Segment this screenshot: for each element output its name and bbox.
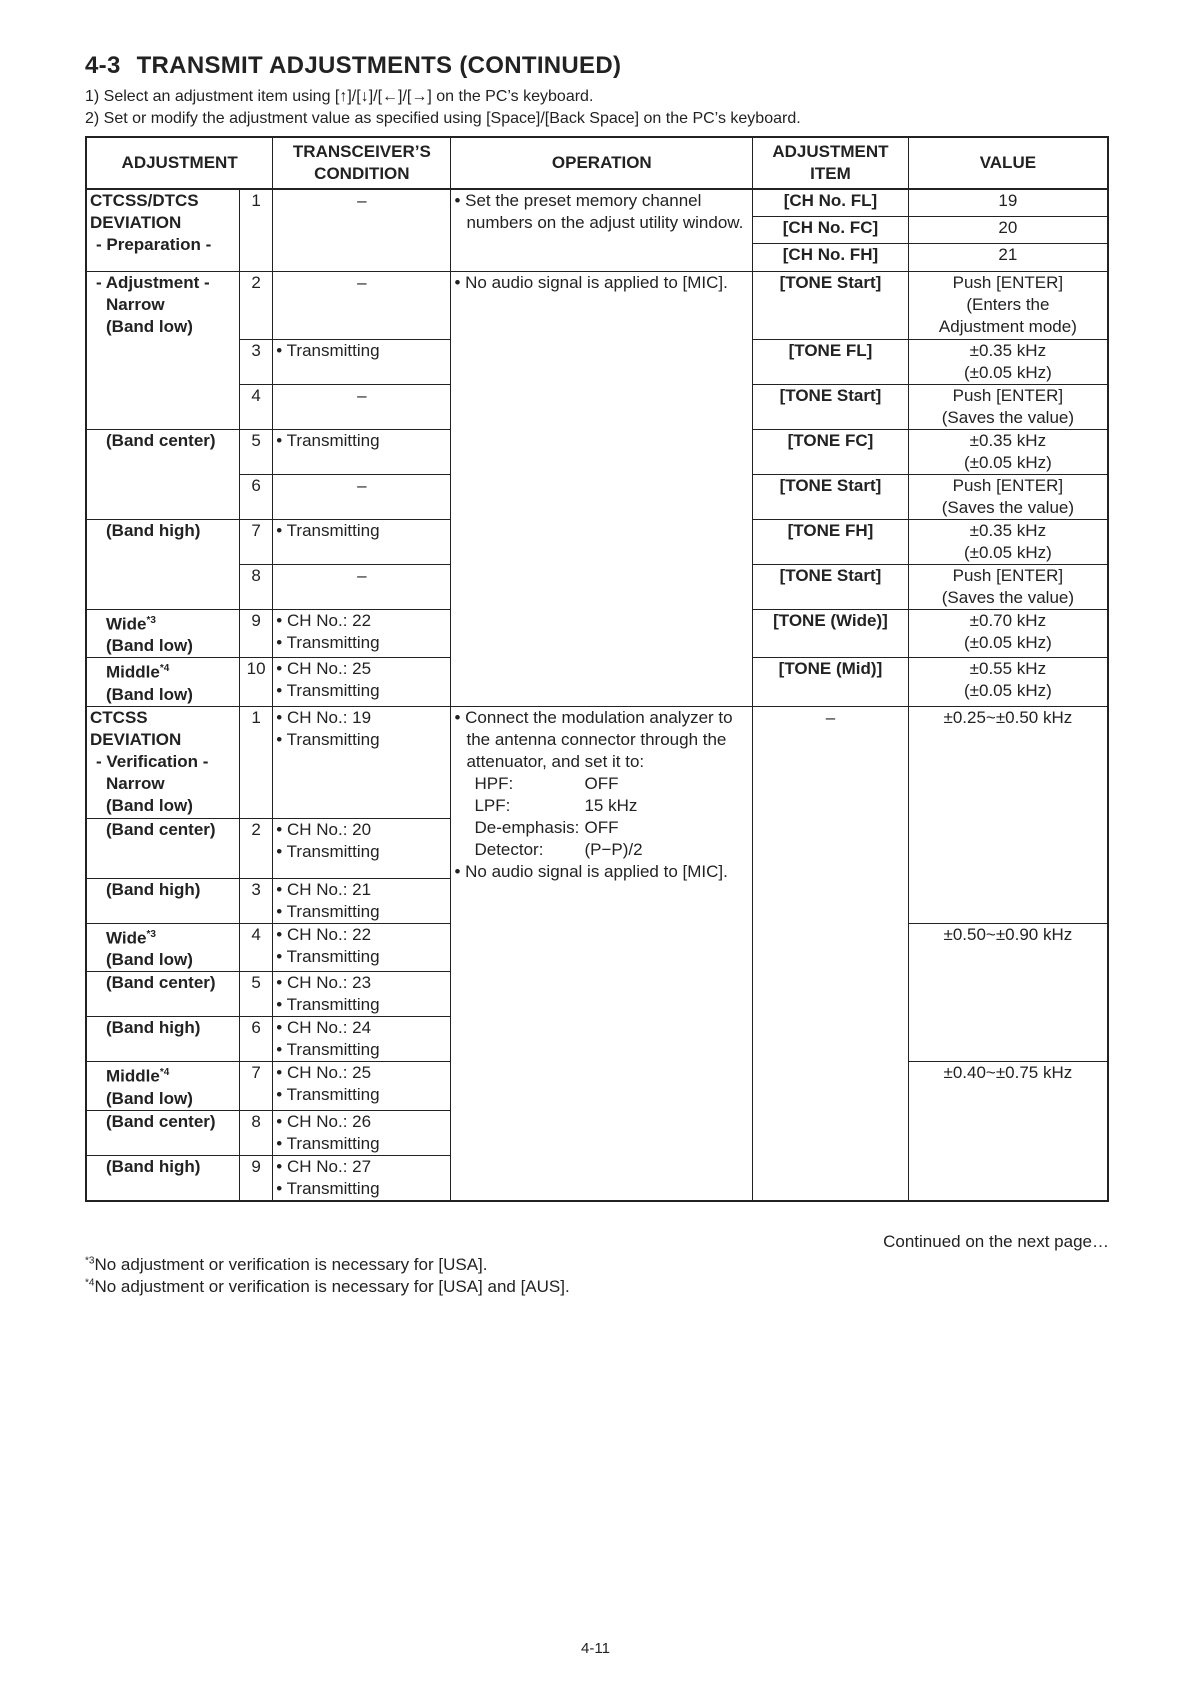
step-number: 9: [240, 609, 273, 658]
continued-note: Continued on the next page…: [883, 1232, 1109, 1251]
instruction-1: 1) Select an adjustment item using [↑]/[↓]/[←]/[→] on the PC’s keyboard.: [85, 88, 594, 105]
adjustment-item: [TONE (Mid)]: [753, 658, 909, 707]
col-adjustment-item: ADJUSTMENT ITEM: [753, 137, 909, 189]
condition: –: [273, 474, 451, 519]
condition: • CH No.: 20 • Transmitting: [273, 818, 451, 878]
table-header-row: [86, 137, 1108, 189]
col-value: VALUE: [908, 137, 1108, 189]
condition: • CH No.: 25 • Transmitting: [273, 1062, 451, 1111]
adjustment-label-preparation: CTCSS/DTCS DEVIATION - Preparation -: [86, 189, 240, 271]
value: 19: [908, 189, 1108, 216]
col-condition: TRANSCEIVER’S CONDITION: [273, 137, 451, 189]
condition: –: [273, 564, 451, 609]
step-number: 4: [240, 384, 273, 429]
verification-label-band-high: (Band high): [86, 1017, 240, 1062]
value: ±0.35 kHz (±0.05 kHz): [908, 339, 1108, 384]
condition: • CH No.: 19 • Transmitting: [273, 706, 451, 818]
verification-label-band-center: (Band center): [86, 1111, 240, 1156]
step-number: 10: [240, 658, 273, 707]
condition: • CH No.: 27 • Transmitting: [273, 1156, 451, 1202]
adjustment-item: [CH No. FH]: [753, 243, 909, 271]
adjustment-item: [TONE Start]: [753, 271, 909, 339]
value: ±0.35 kHz (±0.05 kHz): [908, 519, 1108, 564]
value-wide: ±0.50~±0.90 kHz: [908, 923, 1108, 1062]
condition: • CH No.: 25 • Transmitting: [273, 658, 451, 707]
condition: • CH No.: 22 • Transmitting: [273, 923, 451, 972]
step-number: 2: [240, 818, 273, 878]
verification-label-narrow: CTCSS DEVIATION - Verification - Narrow (Band low): [86, 706, 240, 818]
condition: • CH No.: 21 • Transmitting: [273, 878, 451, 923]
value: Push [ENTER] (Saves the value): [908, 564, 1108, 609]
step-number: 5: [240, 429, 273, 474]
adjustment-item: [CH No. FC]: [753, 216, 909, 243]
step-number: 1: [240, 189, 273, 271]
condition: • Transmitting: [273, 429, 451, 474]
step-number: 7: [240, 1062, 273, 1111]
table-row: [86, 271, 1108, 339]
step-number: 4: [240, 923, 273, 972]
col-adjustment: ADJUSTMENT: [86, 137, 273, 189]
adjustment-item: [CH No. FL]: [753, 189, 909, 216]
adjustment-label-wide: Wide$^{*3}$ (Band low): [86, 609, 240, 658]
condition: • CH No.: 23 • Transmitting: [273, 972, 451, 1017]
condition: • Transmitting: [273, 519, 451, 564]
step-number: 3: [240, 878, 273, 923]
operation-verification: • Connect the modulation analyzer to the antenna connector through the attenuator, and set it to: HPF: OFF LPF: 15 kHz De-emphasis: OFF Detector: (P−P)/2 • No audio signal is applied to [MIC].: [451, 706, 753, 1201]
step-number: 3: [240, 339, 273, 384]
value: ±0.55 kHz (±0.05 kHz): [908, 658, 1108, 707]
verification-label-band-center: (Band center): [86, 972, 240, 1017]
condition: –: [273, 384, 451, 429]
verification-label-band-high: (Band high): [86, 878, 240, 923]
table-row: [86, 189, 1108, 216]
condition: • CH No.: 24 • Transmitting: [273, 1017, 451, 1062]
verification-label-band-high: (Band high): [86, 1156, 240, 1202]
verification-label-band-center: (Band center): [86, 818, 240, 878]
adjustment-table: [85, 136, 1109, 1202]
step-number: 7: [240, 519, 273, 564]
adjustment-item: [TONE Start]: [753, 384, 909, 429]
adjustment-label-narrow: - Adjustment - Narrow (Band low): [86, 271, 240, 429]
adjustment-label-band-center: (Band center): [86, 429, 240, 519]
step-number: 6: [240, 1017, 273, 1062]
footnote-3: $^{*3}$No adjustment or verification is necessary for [USA].: [85, 1255, 488, 1274]
step-number: 2: [240, 271, 273, 339]
step-number: 6: [240, 474, 273, 519]
condition: • Transmitting: [273, 339, 451, 384]
condition: –: [273, 271, 451, 339]
adjustment-item: –: [753, 706, 909, 1201]
operation: • No audio signal is applied to [MIC].: [451, 271, 753, 706]
value: 21: [908, 243, 1108, 271]
col-operation: OPERATION: [451, 137, 753, 189]
step-number: 8: [240, 564, 273, 609]
page-number: 4-11: [581, 1640, 610, 1657]
condition: • CH No.: 22 • Transmitting: [273, 609, 451, 658]
adjustment-item: [TONE FL]: [753, 339, 909, 384]
condition: • CH No.: 26 • Transmitting: [273, 1111, 451, 1156]
condition: –: [273, 189, 451, 271]
table-row: [86, 706, 1108, 818]
value: 20: [908, 216, 1108, 243]
value: Push [ENTER] (Saves the value): [908, 474, 1108, 519]
footnote-4: $^{*4}$No adjustment or verification is necessary for [USA] and [AUS].: [85, 1277, 570, 1296]
adjustment-label-middle: Middle$^{*4}$ (Band low): [86, 658, 240, 707]
value: ±0.70 kHz (±0.05 kHz): [908, 609, 1108, 658]
adjustment-item: [TONE FH]: [753, 519, 909, 564]
adjustment-item: [TONE FC]: [753, 429, 909, 474]
step-number: 1: [240, 706, 273, 818]
verification-label-middle: Middle$^{*4}$ (Band low): [86, 1062, 240, 1111]
step-number: 5: [240, 972, 273, 1017]
value: ±0.35 kHz (±0.05 kHz): [908, 429, 1108, 474]
instruction-2: 2) Set or modify the adjustment value as specified using [Space]/[Back Space] on the PC’s keyboard.: [85, 110, 801, 127]
value: Push [ENTER] (Saves the value): [908, 384, 1108, 429]
step-number: 8: [240, 1111, 273, 1156]
adjustment-item: [TONE (Wide)]: [753, 609, 909, 658]
page-title: 4-3 TRANSMIT ADJUSTMENTS (CONTINUED): [85, 52, 622, 79]
value-middle: ±0.40~±0.75 kHz: [908, 1062, 1108, 1201]
value-narrow: ±0.25~±0.50 kHz: [908, 706, 1108, 923]
step-number: 9: [240, 1156, 273, 1202]
adjustment-label-band-high: (Band high): [86, 519, 240, 609]
operation: • Set the preset memory channel numbers on the adjust utility window.: [451, 189, 753, 271]
adjustment-item: [TONE Start]: [753, 564, 909, 609]
value: Push [ENTER] (Enters the Adjustment mode): [908, 271, 1108, 339]
verification-label-wide: Wide$^{*3}$ (Band low): [86, 923, 240, 972]
adjustment-item: [TONE Start]: [753, 474, 909, 519]
